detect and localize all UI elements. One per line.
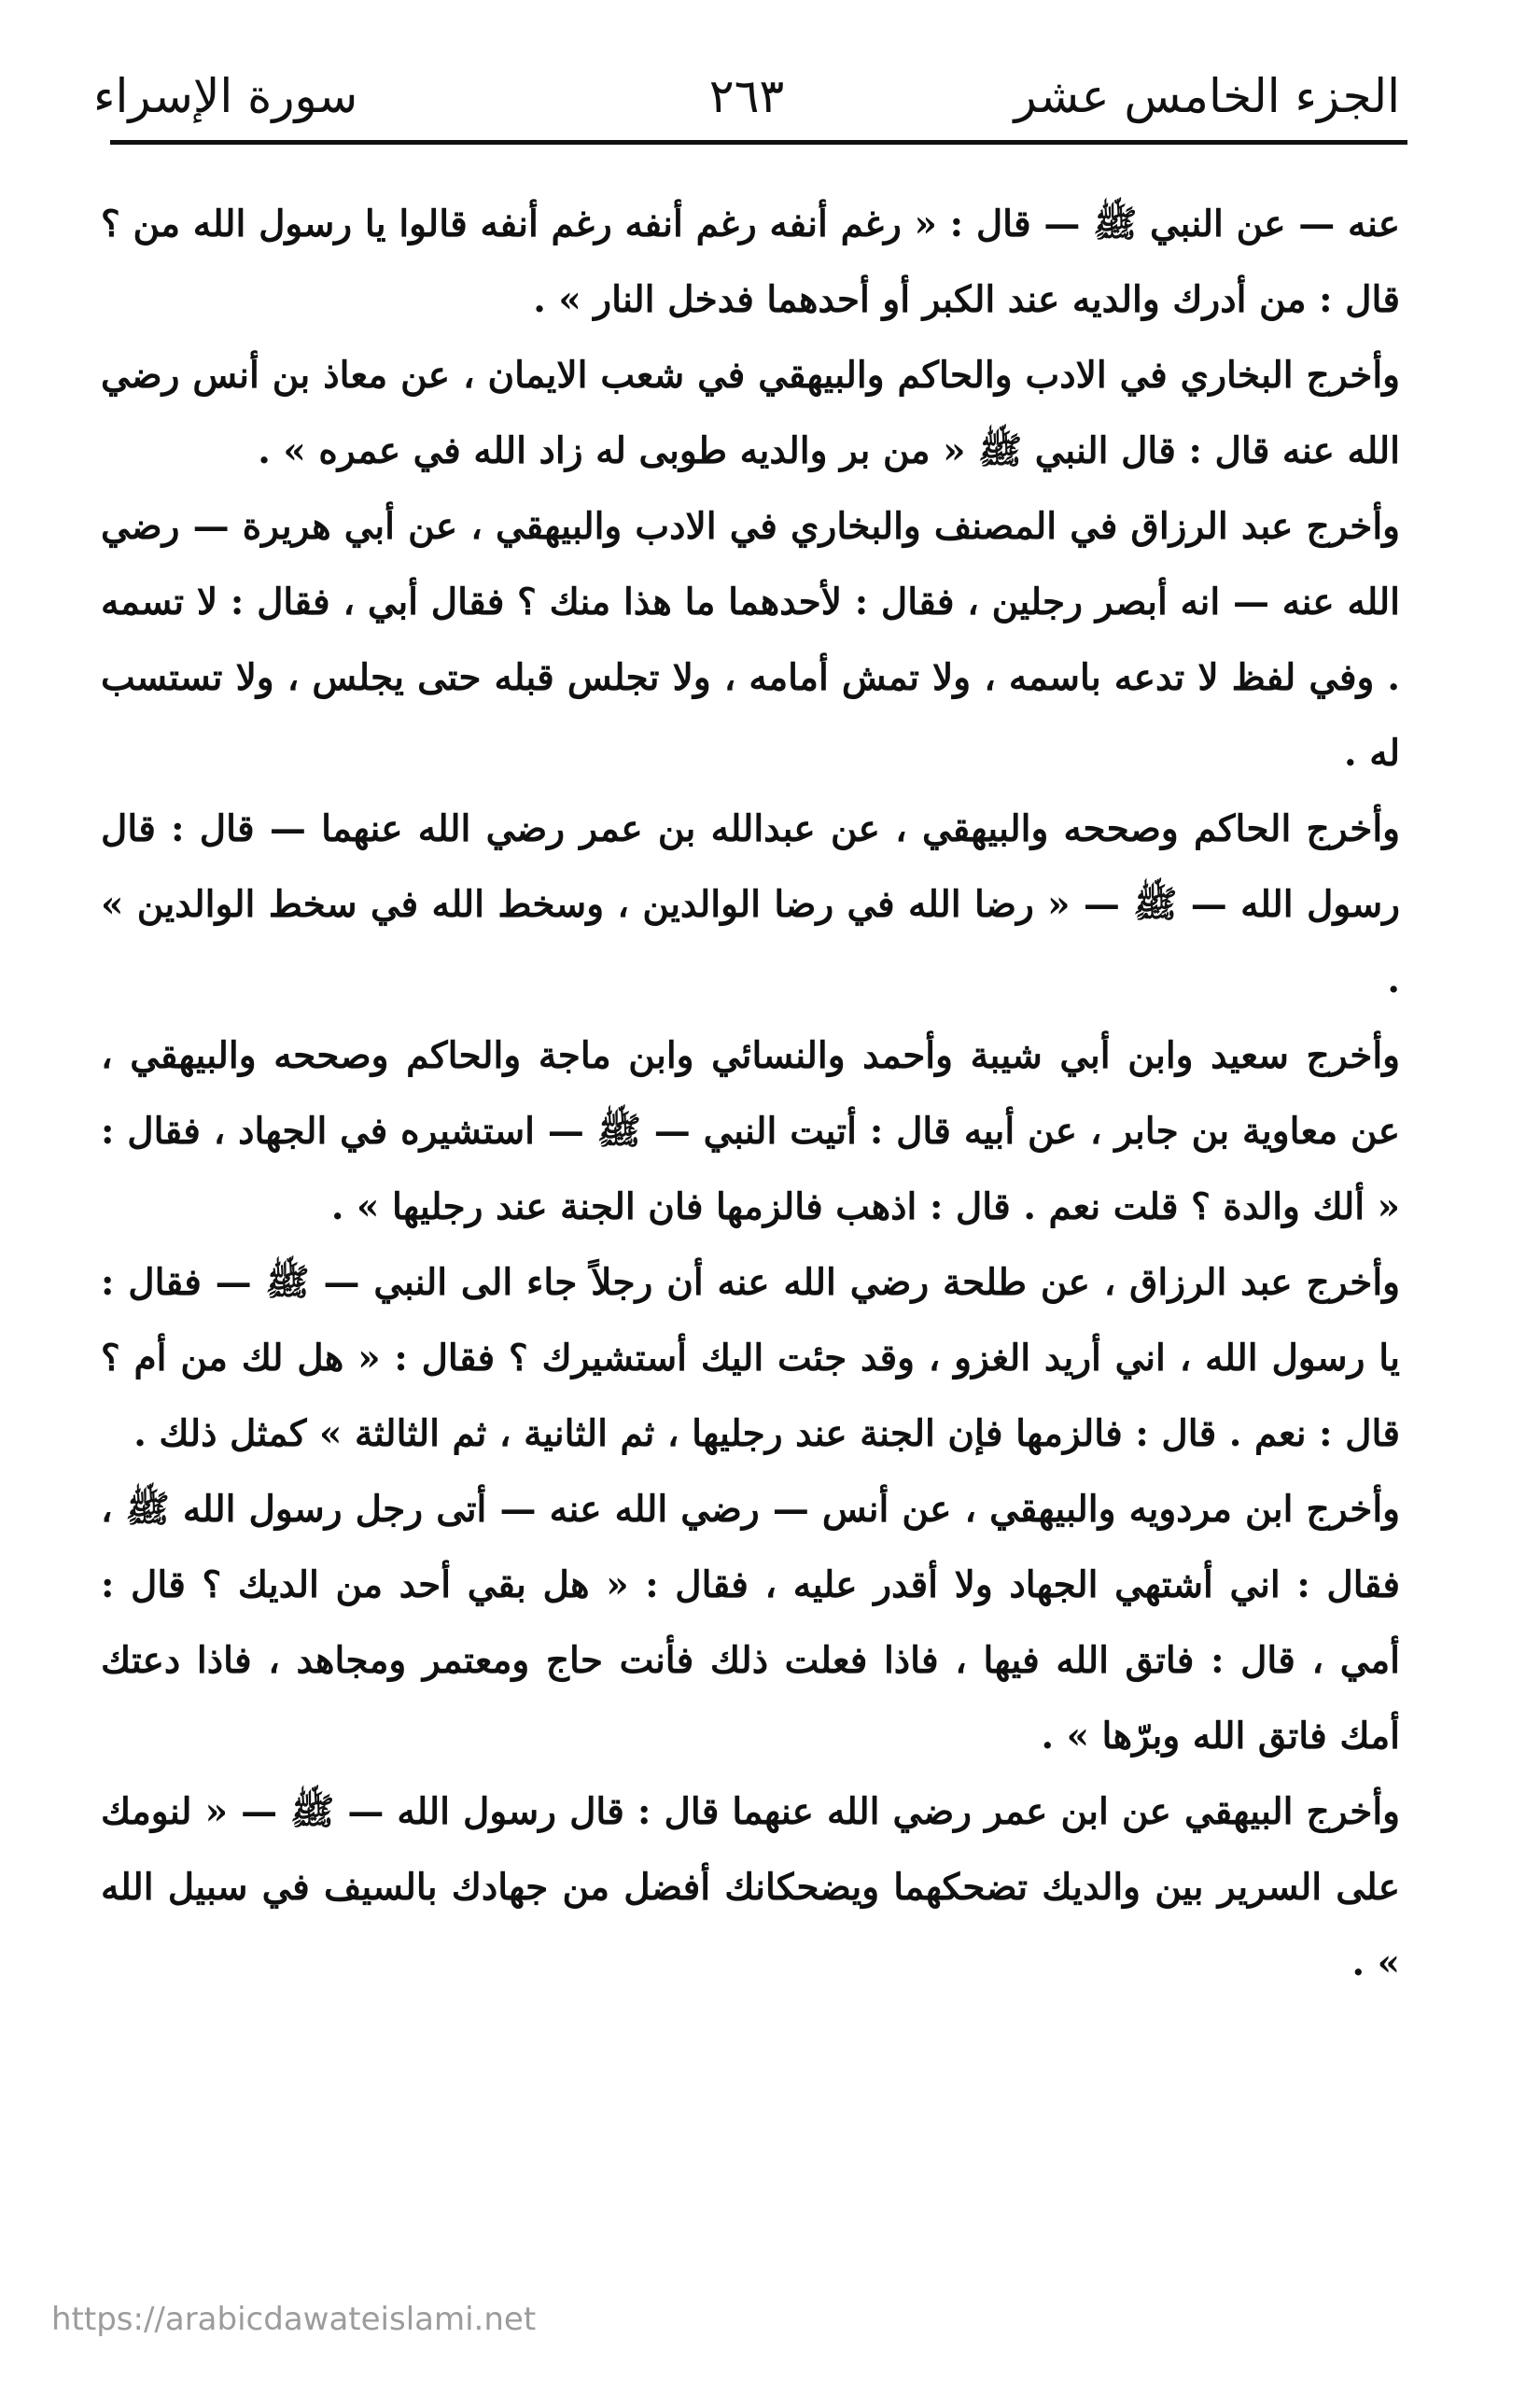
paragraph: وأخرج ابن مردويه والبيهقي ، عن أنس — رضي الله عنه — أتى رجل رسول الله ﷺ ، فقال : اني أشتهي الجهاد ولا أقدر عليه ، فقال : « هل بقي أحد من الديك ؟ قال : أمي ، قال : فاتق الله فيها ، فاذا فعلت ذلك فأنت حاج ومعتمر ومجاهد ، فاذا دعتك أمك فاتق الله وبرّها » . xyxy=(101,1488,1400,1758)
paragraph: وأخرج البخاري في الادب والحاكم والبيهقي في شعب الايمان ، عن معاذ بن أنس رضي الله عنه قال : قال النبي ﷺ « من بر والديه طوبى له زاد الله في عمره » . xyxy=(101,354,1400,472)
header-divider xyxy=(110,140,1407,145)
paragraph: وأخرج سعيد وابن أبي شيبة وأحمد والنسائي وابن ماجة والحاكم وصححه والبيهقي ، عن معاوية بن جابر ، عن أبيه قال : أتيت النبي — ﷺ — استشيره في الجهاد ، فقال : « ألك والدة ؟ قلت نعم . قال : اذهب فالزمها فان الجنة عند رجليها » . xyxy=(101,1034,1400,1228)
page-number: ٢٦٣ xyxy=(708,69,785,123)
page-header xyxy=(93,54,1400,138)
juz-label: الجزء الخامس عشر xyxy=(1014,69,1400,123)
paragraph: عنه — عن النبي ﷺ — قال : « رغم أنفه رغم أنفه رغم أنفه قالوا يا رسول الله من ؟ قال : من أدرك والديه عند الكبر أو أحدهما فدخل النار » . xyxy=(101,203,1400,321)
paragraph: وأخرج عبد الرزاق في المصنف والبخاري في الادب والبيهقي ، عن أبي هريرة — رضي الله عنه — انه أبصر رجلين ، فقال : لأحدهما ما هذا منك ؟ فقال أبي ، فقال : لا تسمه . وفي لفظ لا تدعه باسمه ، ولا تمش أمامه ، ولا تجلس قبله حتى يجلس ، ولا تستسب له . xyxy=(101,505,1400,775)
paragraph: وأخرج البيهقي عن ابن عمر رضي الله عنهما قال : قال رسول الله — ﷺ — « لنومك على السرير بين والديك تضحكهما ويضحكانك أفضل من جهادك بالسيف في سبيل الله » . xyxy=(101,1790,1400,1984)
source-watermark-url: https://arabicdawateislami.net xyxy=(51,2301,537,2338)
page-body xyxy=(101,187,1400,2001)
paragraph: وأخرج الحاكم وصححه والبيهقي ، عن عبدالله بن عمر رضي الله عنهما — قال : قال رسول الله — ﷺ — « رضا الله في رضا الوالدين ، وسخط الله في سخط الوالدين » . xyxy=(101,807,1400,1001)
paragraph: وأخرج عبد الرزاق ، عن طلحة رضي الله عنه أن رجلاً جاء الى النبي — ﷺ — فقال : يا رسول الله ، اني أريد الغزو ، وقد جئت اليك أستشيرك ؟ فقال : « هل لك من أم ؟ قال : نعم . قال : فالزمها فإن الجنة عند رجليها ، ثم الثانية ، ثم الثالثة » كمثل ذلك . xyxy=(101,1261,1400,1455)
surah-label: سورة الإسراء xyxy=(93,69,358,123)
